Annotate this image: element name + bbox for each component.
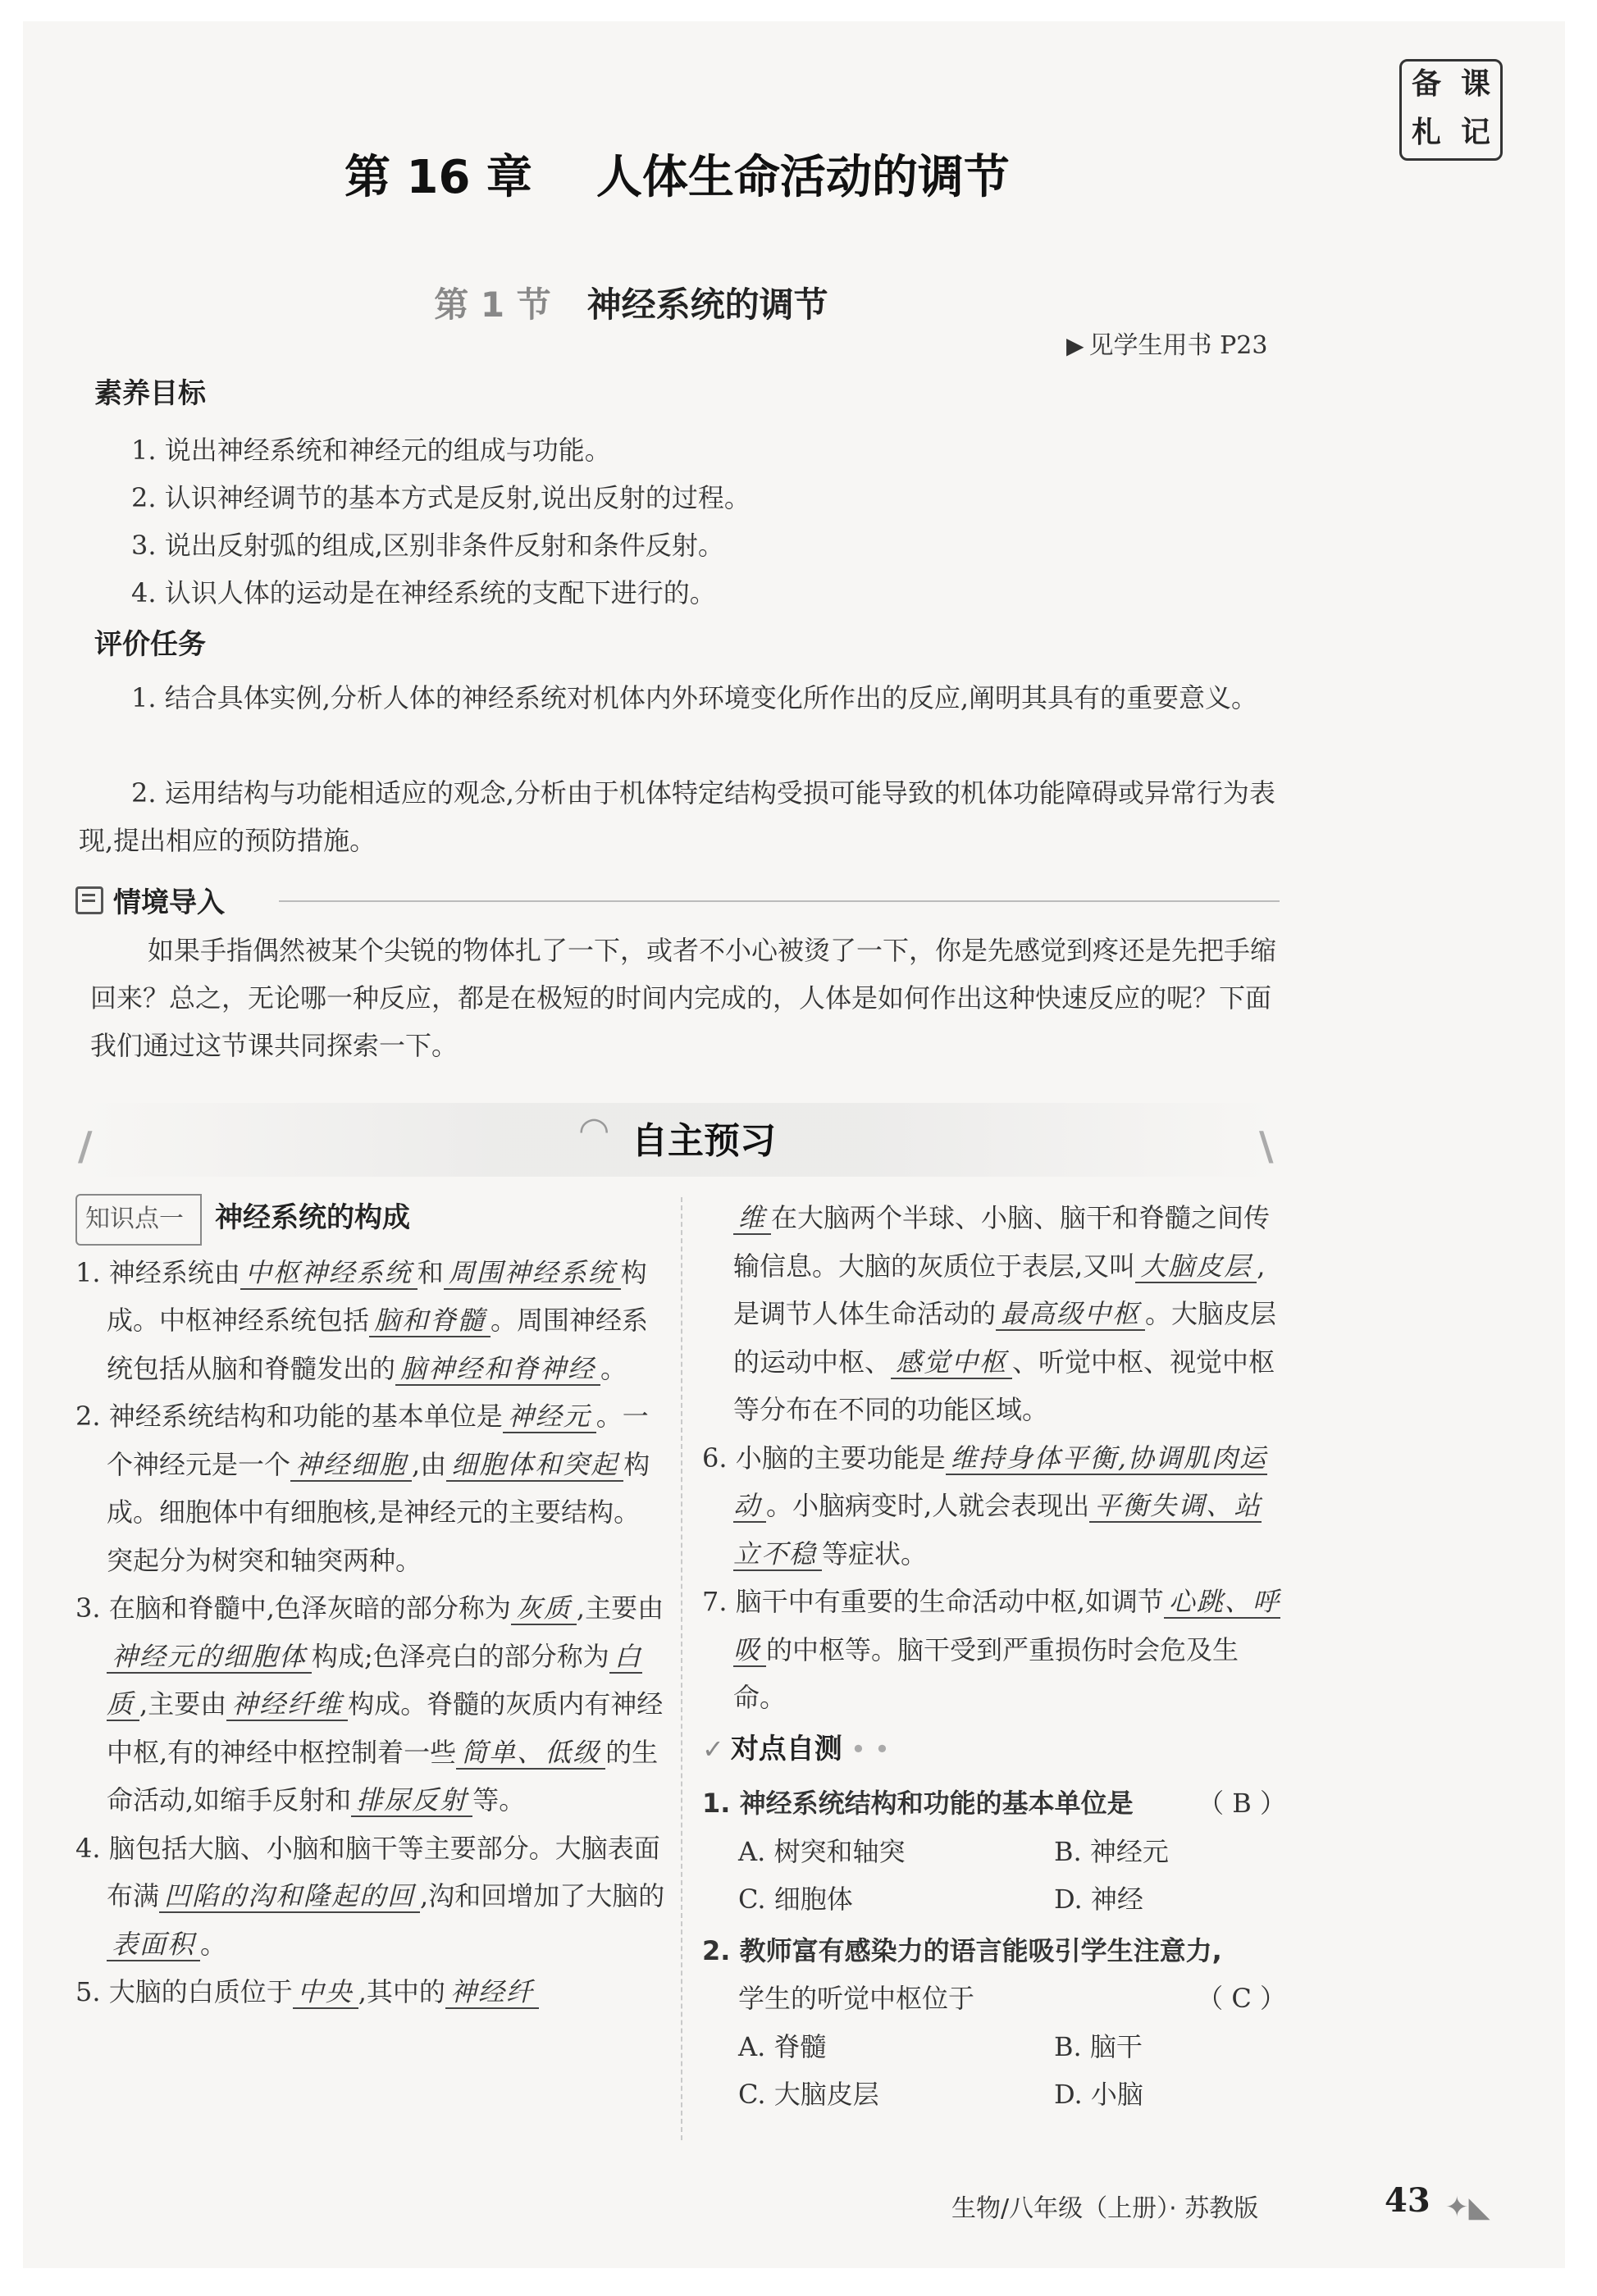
answer-blank: 维持身体平衡,协调肌肉运动: [733, 1442, 1267, 1521]
mc-question-2: 2. 教师富有感染力的语言能吸引学生注意力,: [702, 1934, 1222, 1966]
left-column: [75, 1194, 666, 2016]
notes-badge: [1399, 59, 1503, 161]
goal-item: 3. 说出反射弧的组成,区别非条件反射和条件反射。: [131, 530, 724, 561]
backslash-decoration-icon: \: [1259, 1123, 1274, 1169]
section-number: 第 1 节: [434, 285, 551, 325]
goals-list: [131, 426, 1280, 617]
intro-heading: [75, 880, 225, 920]
answer-blank: 周围神经系统: [444, 1257, 621, 1290]
option: C. 细胞体: [738, 1884, 853, 1915]
answer-blank: 最高级中枢: [996, 1298, 1145, 1331]
chapter-title: 第 16 章 人体生命活动的调节: [344, 151, 1010, 204]
slash-decoration-icon: /: [78, 1123, 93, 1169]
answer-blank: 脑神经和脊神经: [395, 1353, 600, 1386]
question-5: 5. 大脑的白质位于 中央 ,其中的 神经纤: [75, 1968, 666, 2016]
mc-options-2: [702, 2023, 1286, 2119]
answer-blank: 维: [733, 1202, 771, 1235]
answer-blank: 神经元的细胞体: [107, 1641, 312, 1674]
question-6: 6. 小脑的主要功能是 维持身体平衡,协调肌肉运动 。小脑病变时,人就会表现出 平衡失调、站立不稳 等症状。: [702, 1442, 1267, 1569]
goal-item: 4. 认识人体的运动是在神经系统的支配下进行的。: [131, 577, 716, 608]
preview-banner: [82, 1103, 1280, 1177]
badge-char: 课: [1460, 67, 1490, 101]
section-name: 神经系统的调节: [586, 285, 828, 325]
student-book-ref: [1066, 325, 1267, 361]
mc-question-1: 1. 神经系统结构和功能的基本单位是 （ B ）: [702, 1779, 1286, 1828]
answer-blank: 排尿反射: [351, 1784, 472, 1817]
question-5-continued: 维 在大脑两个半球、小脑、脑干和脊髓之间传输信息。大脑的灰质位于表层,又叫 大脑皮层 ,是调节人体生命活动的 最高级中枢 。大脑皮层的运动中枢、 感觉中枢 、听觉中枢、视觉中枢等分布在不同的功能区域。: [733, 1202, 1277, 1425]
question-7: 7. 脑干中有重要的生命活动中枢,如调节 心跳、呼吸 的中枢等。脑干受到严重损伤时会危及生命。: [702, 1586, 1280, 1713]
answer-blank: 感觉中枢: [891, 1346, 1012, 1379]
answer-blank: 神经纤: [445, 1976, 539, 2009]
answer-blank: 脑和脊髓: [369, 1305, 491, 1337]
option: A. 树突和轴突: [738, 1835, 906, 1867]
answer-blank: 细胞体和突起: [446, 1449, 623, 1482]
mc-question-2-line2: 学生的听觉中枢位于 （ C ）: [702, 1975, 1286, 2023]
mc-answer: （ C ）: [1197, 1983, 1286, 2014]
badge-char: 札: [1411, 116, 1441, 149]
answer-blank: 白质: [107, 1640, 642, 1720]
column-divider: [681, 1197, 682, 2140]
question-4: 4. 脑包括大脑、小脑和脑干等主要部分。大脑表面布满 凹陷的沟和隆起的回 ,沟和回增加了大脑的表面积 。: [75, 1832, 665, 1960]
option: B. 脑干: [1054, 2030, 1143, 2062]
answer-blank: 心跳、呼吸: [733, 1586, 1280, 1665]
task-item: 1. 结合具体实例,分析人体的神经系统对机体内外环境变化所作出的反应,阐明其具有的重要意义。: [131, 682, 1258, 713]
mc-options-1: [702, 1828, 1286, 1924]
answer-blank: 简单、低级: [456, 1737, 605, 1770]
ref-text: 见学生用书 P23: [1088, 331, 1268, 360]
play-arrow-icon: ▶: [1066, 332, 1084, 359]
tasks-heading: 评价任务: [94, 628, 206, 661]
right-column: [702, 1194, 1286, 2119]
answer-blank: 平衡失调、站立不稳: [733, 1490, 1262, 1569]
option: B. 神经元: [1054, 1835, 1169, 1867]
answer-blank: 神经纤维: [226, 1688, 348, 1721]
self-test-heading: ✓ 对点自测 • •: [702, 1732, 890, 1765]
banner-title: 自主预习: [632, 1120, 776, 1162]
answer-blank: 中枢神经系统: [240, 1257, 418, 1290]
goals-heading: 素养目标: [94, 377, 206, 410]
scene-icon: [75, 886, 103, 914]
section-title: [410, 238, 828, 327]
goal-item: 2. 认识神经调节的基本方式是反射,说出反射的过程。: [131, 482, 751, 513]
page-number: 43: [1385, 2181, 1430, 2220]
answer-blank: 灰质: [511, 1592, 577, 1625]
footer-book-title: 生物/八年级（上册）· 苏教版: [951, 2194, 1259, 2223]
knowledge-point-header: [75, 1194, 666, 1246]
question-2: 2. 神经系统结构和功能的基本单位是 神经元 。一个神经元是一个 神经细胞 ,由 细胞体和突起 构成。细胞体中有细胞核,是神经元的主要结构。突起分为树突和轴突两种。: [75, 1401, 650, 1576]
question-3: 3. 在脑和脊髓中,色泽灰暗的部分称为 灰质 ,主要由神经元的细胞体 构成;色泽亮白的部分称为 白质 ,主要由 神经纤维 构成。脊髓的灰质内有神经中枢,有的神经中枢控制着一些 简单、低级 的生命活动,如缩手反射和 排尿反射 等。: [75, 1592, 664, 1815]
pencil-icon: ✓: [702, 1733, 724, 1765]
option: C. 大脑皮层: [738, 2079, 879, 2110]
swirl-icon: ◠: [578, 1109, 610, 1151]
goal-item: 1. 说出神经系统和神经元的组成与功能。: [131, 435, 611, 466]
knowledge-point-tag: 知识点一: [75, 1194, 202, 1246]
intro-text: 如果手指偶然被某个尖锐的物体扎了一下，或者不小心被烫了一下，你是先感觉到疼还是先把手缩回来？总之，无论哪一种反应，都是在极短的时间内完成的，人体是如何作出这种快速反应的呢？下面我们通过这节课共同探索一下。: [90, 935, 1277, 1061]
answer-blank: 中央: [293, 1976, 358, 2009]
badge-char: 备: [1411, 67, 1441, 101]
option: D. 神经: [1054, 1884, 1143, 1915]
task-item: 2. 运用结构与功能相适应的观念,分析由于机体特定结构受损可能导致的机体功能障碍或异常行为表现,提出相应的预防措施。: [79, 777, 1275, 856]
badge-char: 记: [1460, 116, 1490, 149]
answer-blank: 凹陷的沟和隆起的回: [159, 1880, 420, 1913]
option: D. 小脑: [1054, 2079, 1143, 2110]
intro-heading-text: 情境导入: [113, 886, 225, 919]
mc-answer: （ B ）: [1198, 1788, 1286, 1819]
answer-blank: 表面积: [107, 1929, 200, 1961]
knowledge-point-title: 神经系统的构成: [215, 1201, 410, 1234]
answer-blank: 神经元: [503, 1401, 596, 1433]
question-1: 1. 神经系统由 中枢神经系统 和 周围神经系统 构成。中枢神经系统包括 脑和脊髓 。周围神经系统包括从脑和脊髓发出的 脑神经和脊神经 。: [75, 1256, 649, 1384]
answer-blank: 大脑皮层: [1135, 1250, 1257, 1283]
corner-mark-icon: ✦◣: [1445, 2191, 1490, 2224]
intro-divider: [279, 900, 1280, 902]
answer-blank: 神经细胞: [290, 1449, 412, 1482]
option: A. 脊髓: [738, 2030, 827, 2062]
